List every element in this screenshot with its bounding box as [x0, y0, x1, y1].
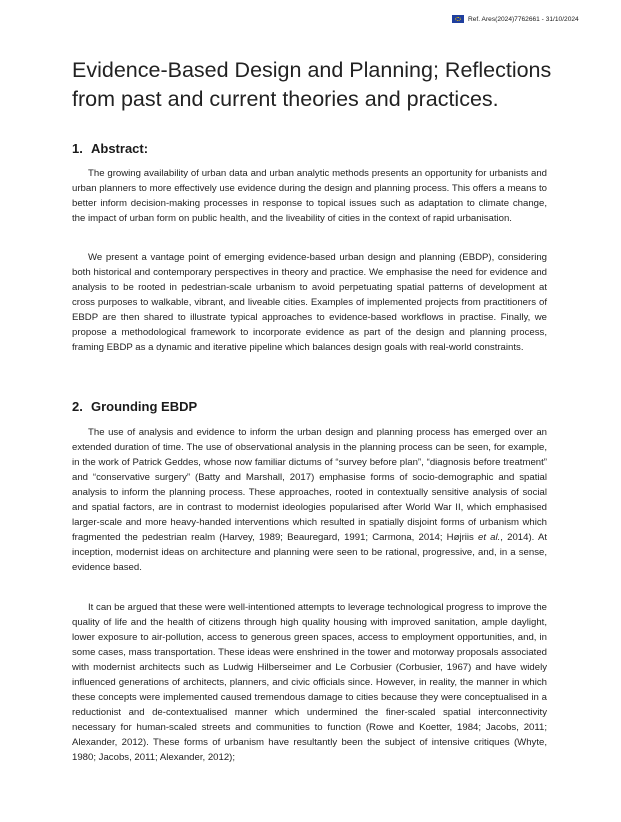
paragraph-text: , 2014). At inception, modernist ideas on architecture and planning were seen to be rational, progressive, and, in a sense, evidence based. — [72, 532, 548, 574]
italic-text: et al. — [478, 532, 501, 544]
section-heading-abstract — [72, 141, 148, 156]
section-heading-grounding — [72, 399, 197, 414]
paragraph-text: The use of analysis and evidence to inform the urban design and planning process has emerged over an extended duration of time. The use of observational analysis in the planning process can be seen, for example, in the work of Patrick Geddes, whose now familiar dictums of “survey before plan”, “diagnosis before treatment” and “conservative surgery” (Batty and Marshall, 2017) emphasise forms of socio-demographic and spatial analysis to inform the planning process. These approaches, rooted in contextually sensitive analysis of social and spatial factors, are in contrast to modernist ideologies popularised after World War II, which emphasised larger-scale and more heavy-handed interventions which resulted in spatially disjoint forms of urbanism which fragmented the pedestrian realm (Harvey, 1989; Beauregard, 1991; Carmona, 2014; Højriis — [72, 427, 547, 544]
document-title: Evidence-Based Design and Planning; Reflections from past and current theories and practices. — [72, 58, 552, 111]
section-number: 2. — [72, 399, 83, 414]
section-title: Grounding EBDP — [91, 399, 198, 414]
reference-text: Ref. Ares(2024)7762661 - 31/10/2024 — [468, 15, 579, 23]
section-number: 1. — [72, 141, 83, 156]
grounding-paragraph-2: It can be argued that these were well-intentioned attempts to leverage technological progress to improve the quality of life and the health of citizens through high quality housing with improved sanitation, ample daylight, lower exposure to air-pollution, access to generous green spaces, access to employment opportunities, and, in some cases, mass transportation. These ideas were enshrined in the tower and motorway proposals associated with modernist architects such as Ludwig Hilberseimer and Le Corbusier (Corbusier, 1967) and have widely influenced generations of architects, planners, and civic officials since. However, in reality, the manner in which these concepts were implemented caused tremendous damage to cities because they were conceptualised in a reductionist and de-contextualised manner which undermined the finer-scaled spatial interconnectivity necessary for human-scaled streets and communities to function (Rowe and Koetter, 1984; Jacobs, 2011; Alexander, 2012). These forms of urbanism have resultantly been the subject of intensive critiques (Whyte, 1980; Jacobs, 2011; Alexander, 2012); — [72, 602, 547, 764]
abstract-paragraph-1: The growing availability of urban data and urban analytic methods presents an opportunity for urbanists and urban planners to more effectively use evidence during the design and planning process. This offers a means to better inform decision-making processes in response to topical issues such as adaptation to climate change, the impact of urban form on public health, and the liveability of cities in the context of rapid urbanisation. — [72, 168, 547, 225]
abstract-paragraph-2: We present a vantage point of emerging evidence-based urban design and planning (EBDP), considering both historical and contemporary perspectives in theory and practice. We emphasise the need for evidence and analysis to be rooted in pedestrian-scale urbanism to avoid perpetuating spatial patterns of development at cross purposes to walkable, vibrant, and liveable cities. Examples of implemented projects from practitioners of EBDP are then shared to illustrate typical approaches to evidence-based workflows in practise. Finally, we propose a methodological framework to incorporate evidence as part of the design and planning process, framing EBDP as a dynamic and iterative pipeline which balances design goals with real-world constraints. — [72, 252, 547, 354]
eu-flag-icon — [452, 15, 464, 23]
reference-stamp — [452, 15, 579, 23]
grounding-paragraph-1 — [72, 425, 547, 575]
section-title: Abstract: — [91, 141, 149, 156]
